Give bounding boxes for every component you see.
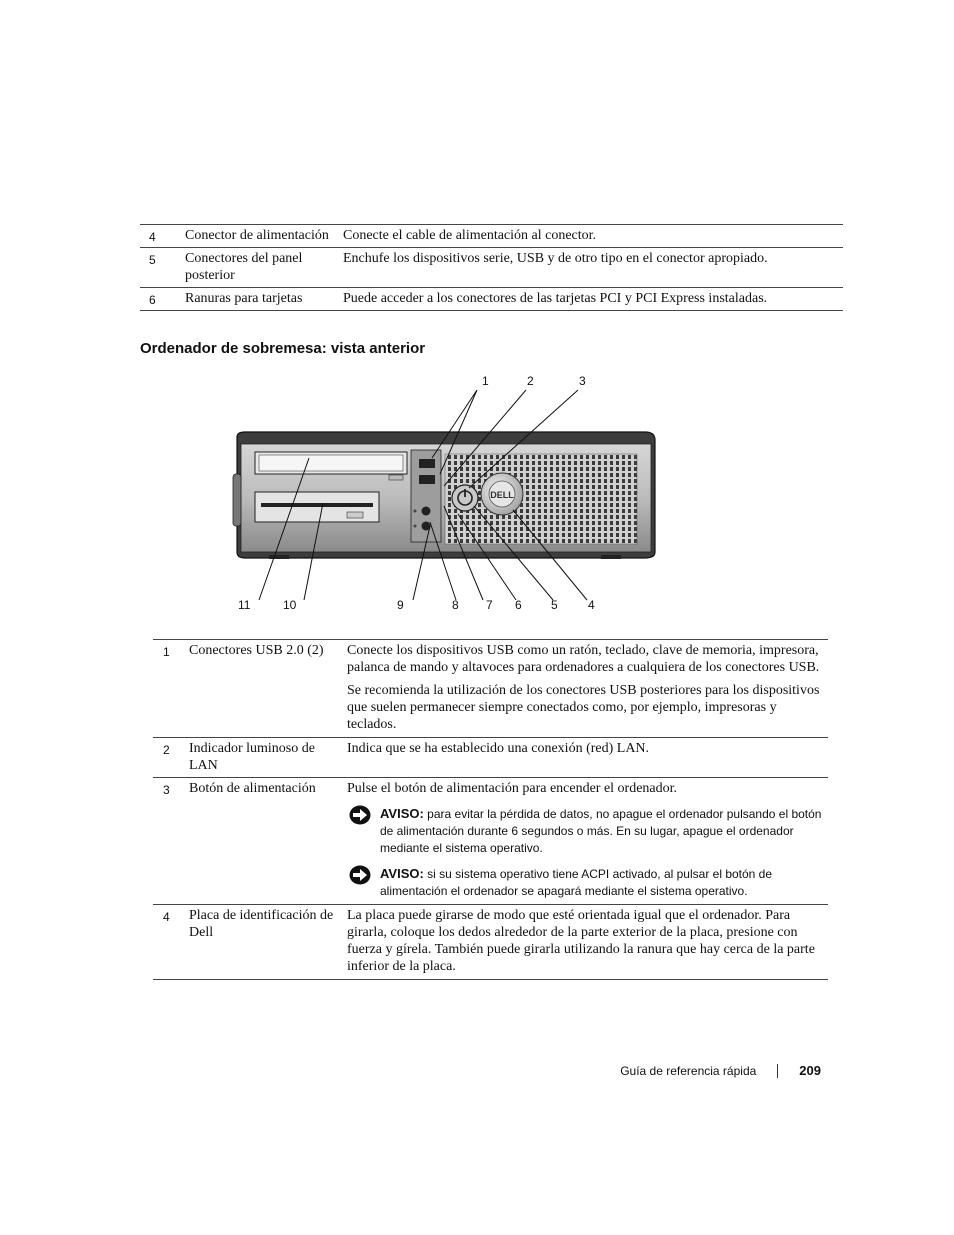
row-description bbox=[347, 738, 828, 778]
page-number: 209 bbox=[799, 1063, 821, 1078]
row-number: 5 bbox=[149, 253, 156, 267]
description-paragraph: Indica que se ha establecido una conexión (red) LAN. bbox=[347, 741, 650, 756]
callout-2: 2 bbox=[527, 374, 534, 388]
row-description bbox=[347, 640, 828, 738]
front-view-table bbox=[153, 639, 828, 980]
table-row bbox=[153, 778, 828, 905]
row-description bbox=[347, 905, 828, 980]
notice-block bbox=[347, 865, 828, 900]
callout-6: 6 bbox=[515, 598, 522, 612]
table-row bbox=[140, 225, 843, 248]
row-number: 3 bbox=[163, 783, 170, 797]
table-row bbox=[153, 640, 828, 738]
row-name: Conectores USB 2.0 (2) bbox=[189, 643, 324, 658]
dell-logo-text: DELL bbox=[490, 490, 514, 500]
description-paragraph: La placa puede girarse de modo que esté orientada igual que el ordenador. Para girarla, coloque los dedos alrededor de la parte exterior de la placa, presione con fuerza y gírela. También puede girarla utilizando la ranura que hay cerca de la parte inferior de la placa. bbox=[347, 908, 815, 974]
notice-arrow-icon bbox=[349, 865, 371, 885]
callout-4: 4 bbox=[588, 598, 595, 612]
callout-7: 7 bbox=[486, 598, 493, 612]
table-row bbox=[153, 738, 828, 778]
callout-10: 10 bbox=[283, 598, 297, 612]
row-name: Botón de alimentación bbox=[189, 781, 316, 796]
description-paragraph: Pulse el botón de alimentación para encender el ordenador. bbox=[347, 781, 678, 796]
row-name: Conector de alimentación bbox=[185, 228, 329, 243]
row-number: 2 bbox=[163, 743, 170, 757]
row-number: 4 bbox=[149, 230, 156, 244]
notice-label: AVISO: bbox=[380, 806, 424, 821]
table-row bbox=[153, 905, 828, 980]
callout-1: 1 bbox=[482, 374, 489, 388]
row-description bbox=[347, 778, 828, 905]
footer-title: Guía de referencia rápida bbox=[620, 1063, 757, 1078]
connector-table-top bbox=[140, 224, 843, 311]
description-paragraph: Conecte los dispositivos USB como un ratón, teclado, clave de memoria, impresora, palanca de mando y altavoces para ordenadores a cualquiera de los conectores USB. bbox=[347, 643, 820, 675]
notice-text: si su sistema operativo tiene ACPI activado, al pulsar el botón de alimentación el ordenador se apagará mediante el sistema operativo. bbox=[380, 867, 773, 898]
row-number: 6 bbox=[149, 293, 156, 307]
computer-front-illustration bbox=[225, 370, 665, 620]
row-description: Enchufe los dispositivos serie, USB y de otro tipo en el conector apropiado. bbox=[343, 251, 768, 266]
row-name: Indicador luminoso de LAN bbox=[189, 741, 315, 773]
computer-front-view-figure bbox=[225, 370, 665, 620]
callout-11: 11 bbox=[238, 598, 251, 612]
page-footer bbox=[620, 1063, 821, 1078]
row-number: 1 bbox=[163, 645, 170, 659]
row-name: Ranuras para tarjetas bbox=[185, 291, 303, 306]
notice-arrow-icon bbox=[349, 805, 371, 825]
table-row bbox=[140, 288, 843, 311]
footer-separator bbox=[777, 1064, 778, 1078]
row-name: Conectores del panel posterior bbox=[185, 251, 303, 283]
notice-label: AVISO: bbox=[380, 866, 424, 881]
row-description: Conecte el cable de alimentación al conector. bbox=[343, 228, 597, 243]
row-name: Placa de identificación de Dell bbox=[189, 908, 334, 940]
section-heading: Ordenador de sobremesa: vista anterior bbox=[140, 340, 426, 357]
table-row bbox=[140, 248, 843, 288]
row-number: 4 bbox=[163, 910, 170, 924]
callout-5: 5 bbox=[551, 598, 558, 612]
callout-3: 3 bbox=[579, 374, 586, 388]
description-paragraph: Se recomienda la utilización de los conectores USB posteriores para los dispositivos que suelen permanecer siempre conectados como, por ejemplo, impresoras y teclados. bbox=[347, 683, 820, 732]
row-description: Puede acceder a los conectores de las tarjetas PCI y PCI Express instaladas. bbox=[343, 291, 768, 306]
callout-9: 9 bbox=[397, 598, 404, 612]
notice-block bbox=[347, 805, 828, 857]
notice-text: para evitar la pérdida de datos, no apague el ordenador pulsando el botón de alimentación durante 6 segundos o más. En su lugar, apague el ordenador mediante el sistema operativo. bbox=[380, 807, 822, 855]
callout-8: 8 bbox=[452, 598, 459, 612]
